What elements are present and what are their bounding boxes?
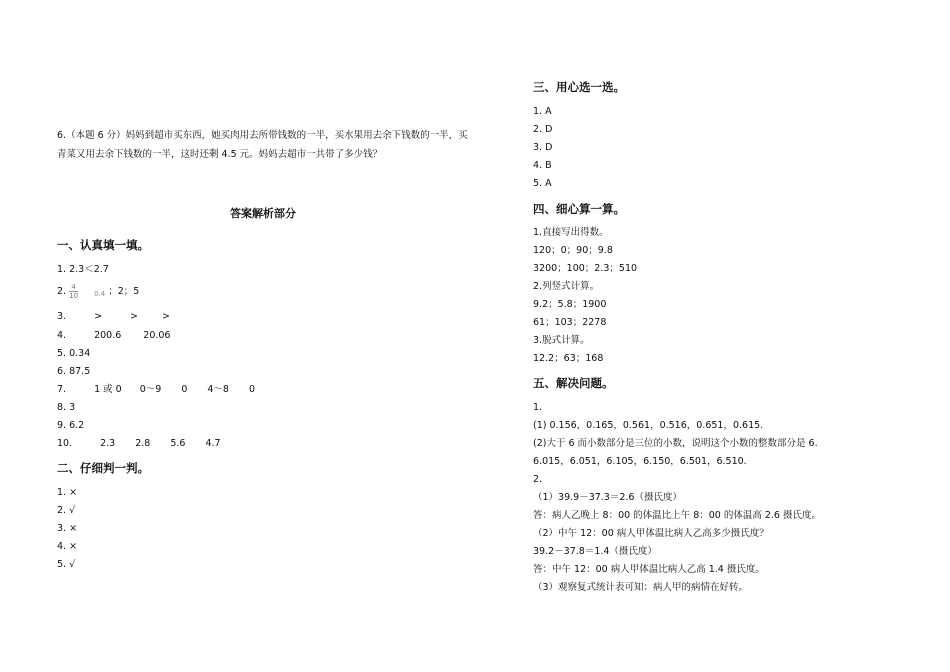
s5-line: 6.015，6.051，6.105，6.150，6.501，6.510. — [533, 456, 747, 467]
question-6-line-1: 6.（本题 6 分）妈妈到超市买东西，她买肉用去所带钱数的一半，买水果用去余下钱数的一半，买 — [57, 130, 468, 141]
s4-line: 3200；100；2.3；510 — [533, 263, 638, 274]
s1-item-5: 5. 0.34 — [57, 348, 91, 359]
s1-item-10-val: 4.7 — [205, 438, 221, 449]
s3-item: 4. B — [533, 160, 552, 171]
fraction-numerator: 4 — [69, 283, 78, 292]
s1-item-2-small: 0.4 — [94, 290, 106, 298]
s3-item: 1. A — [533, 106, 552, 117]
s2-item: 5. √ — [57, 559, 76, 570]
s1-item-3 — [57, 311, 170, 323]
s1-item-2-rest: ；2；5 — [108, 286, 140, 297]
s1-item-7 — [57, 384, 255, 396]
s1-item-10-val: 2.3 — [100, 438, 116, 449]
s3-item: 2. D — [533, 124, 553, 135]
s4-line: 2.列竖式计算。 — [533, 281, 600, 292]
s2-item: 4. × — [57, 541, 78, 552]
s3-item: 3. D — [533, 142, 553, 153]
fraction-denominator: 10 — [69, 292, 79, 300]
s4-line: 120；0；90；9.8 — [533, 245, 613, 256]
s1-item-2 — [57, 283, 139, 300]
s5-line: (2)大于 6 而小数部分是三位的小数，说明这个小数的整数部分是 6. — [533, 438, 818, 449]
s1-item-7-val: 1 或 0 — [94, 384, 122, 395]
s2-item: 2. √ — [57, 505, 76, 516]
section-4-heading: 四、细心算一算。 — [533, 202, 625, 216]
s1-item-3-prefix: 3. — [57, 311, 67, 322]
s2-item: 3. × — [57, 523, 78, 534]
s4-line: 9.2；5.8；1900 — [533, 299, 607, 310]
s5-line: 2. — [533, 474, 543, 485]
s1-item-4-val: 200.6 — [94, 330, 122, 341]
s5-line: 39.2－37.8＝1.4（摄氏度） — [533, 546, 657, 557]
s4-line: 1.直接写出得数。 — [533, 227, 609, 238]
s5-line: （1）39.9－37.3＝2.6（摄氏度） — [533, 492, 682, 503]
s5-line: （3）观察复式统计表可知：病人甲的病情在好转。 — [533, 582, 749, 593]
s1-item-7-val: 4～8 — [207, 384, 229, 395]
s1-item-7-prefix: 7. — [57, 384, 67, 395]
s1-item-7-val: 0 — [248, 384, 255, 395]
s1-item-10 — [57, 438, 221, 450]
question-6 — [57, 126, 469, 164]
s1-item-3-val: > — [94, 311, 103, 322]
s3-item: 5. A — [533, 178, 552, 189]
s1-item-4-prefix: 4. — [57, 330, 67, 341]
s5-line: (1) 0.156，0.165，0.561，0.516，0.651，0.615. — [533, 420, 764, 431]
s1-item-3-val: > — [162, 311, 170, 322]
s1-item-10-val: 2.8 — [135, 438, 151, 449]
s5-line: 答：病人乙晚上 8：00 的体温比上午 8：00 的体温高 2.6 摄氏度。 — [533, 510, 821, 521]
s5-line: 答：中午 12：00 病人甲体温比病人乙高 1.4 摄氏度。 — [533, 564, 765, 575]
s1-item-2-prefix: 2. — [57, 286, 67, 297]
s5-line: （2）中午 12：00 病人甲体温比病人乙高多少摄氏度？ — [533, 528, 769, 539]
s1-item-8: 8. 3 — [57, 402, 76, 413]
s1-item-9: 9. 6.2 — [57, 420, 85, 431]
section-3-heading: 三、用心选一选。 — [533, 80, 625, 94]
s1-item-7-val: 0 — [181, 384, 188, 395]
s4-line: 3.脱式计算。 — [533, 335, 590, 346]
section-1-heading: 一、认真填一填。 — [57, 238, 149, 252]
s4-line: 12.2；63；168 — [533, 353, 604, 364]
s5-line: 1. — [533, 402, 543, 413]
s1-item-6: 6. 87.5 — [57, 366, 91, 377]
s1-item-10-val: 5.6 — [170, 438, 186, 449]
s4-line: 61；103；2278 — [533, 317, 607, 328]
s1-item-10-prefix: 10. — [57, 438, 73, 449]
s1-item-3-val: > — [130, 311, 139, 322]
s1-item-4 — [57, 330, 170, 342]
s1-item-7-val: 0～9 — [139, 384, 162, 395]
section-2-heading: 二、仔细判一判。 — [57, 461, 149, 475]
question-6-line-2: 青菜又用去余下钱数的一半，这时还剩 4.5 元。妈妈去超市一共带了多少钱？ — [57, 149, 383, 160]
s2-item: 1. × — [57, 487, 78, 498]
answer-section-title: 答案解析部分 — [230, 207, 296, 220]
fraction — [69, 283, 78, 300]
section-5-heading: 五、解决问题。 — [533, 376, 614, 390]
s1-item-1: 1. 2.3＜2.7 — [57, 264, 109, 275]
s1-item-4-val: 20.06 — [143, 330, 171, 341]
